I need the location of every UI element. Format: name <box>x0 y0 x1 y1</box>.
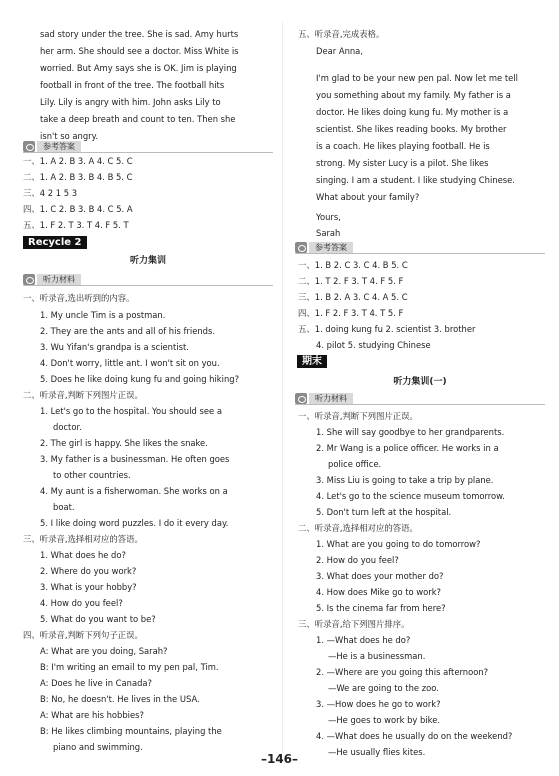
question-item: 1. What does he do? <box>40 550 126 560</box>
letter-line: doctor. He likes doing kung fu. My mother is a <box>316 107 509 117</box>
question-item: 3. What is your hobby? <box>40 582 137 592</box>
tag-rule <box>23 152 273 153</box>
answer-line: 三、4 2 1 5 3 <box>23 188 78 198</box>
question-heading: 二、听录音,判断下列图片正误。 <box>23 390 143 400</box>
question-heading: 一、听录音,判断下列图片正误。 <box>298 411 418 421</box>
dialogue-line: B: I'm writing an email to my pen pal, Tim. <box>40 662 219 672</box>
letter-line: is a coach. He likes playing football. He is <box>316 141 490 151</box>
material-tag <box>23 274 81 285</box>
section-title: 听力集训 <box>129 256 166 266</box>
dialogue-line: —We are going to the zoo. <box>328 683 439 693</box>
question-line: 1. She will say goodbye to her grandparents. <box>316 427 505 437</box>
question-item: 4. Don't worry, little ant. I won't sit on you. <box>40 358 220 368</box>
story-line: football in front of the tree. The football hits <box>40 80 225 90</box>
question-heading: 二、听录音,选择相对应的答语。 <box>298 523 418 533</box>
answer-line: 二、1. T 2. F 3. T 4. F 5. F <box>298 276 404 286</box>
question-line: 3. My father is a businessman. He often goes <box>40 454 230 464</box>
unit-label: 期末 <box>297 355 327 368</box>
tag-rule <box>23 285 273 286</box>
answer-line: 四、1. F 2. F 3. T 4. T 5. F <box>298 308 404 318</box>
question-line: 1. Let's go to the hospital. You should see a <box>40 406 222 416</box>
dialogue-line: —He usually flies kites. <box>328 747 426 757</box>
unit-label: Recycle 2 <box>23 236 87 249</box>
material-label: 听力材料 <box>309 393 353 404</box>
question-line: 5. Don't turn left at the hospital. <box>316 507 452 517</box>
dialogue-line: A: Does he live in Canada? <box>40 678 152 688</box>
question-item: 2. Where do you work? <box>40 566 137 576</box>
question-line: 2. The girl is happy. She likes the snake. <box>40 438 208 448</box>
section-title: 听力集训(一) <box>393 377 447 387</box>
letter-line: singing. I am a student. I like studying Chinese. <box>316 175 515 185</box>
headphones-icon <box>23 274 35 285</box>
question-line: 4. Let's go to the science museum tomorrow. <box>316 491 505 501</box>
story-line: take a deep breath and count to ten. Then she <box>40 114 236 124</box>
question-line: to other countries. <box>53 470 131 480</box>
dialogue-line: B: He likes climbing mountains, playing the <box>40 726 222 736</box>
answer-line: 一、1. A 2. B 3. A 4. C 5. C <box>23 156 133 166</box>
question-heading: 五、听录音,完成表格。 <box>298 29 385 39</box>
answer-line: 五、1. doing kung fu 2. scientist 3. brother <box>298 324 476 334</box>
letter-closing: Yours, <box>316 212 341 222</box>
answer-line: 五、1. F 2. T 3. T 4. F 5. T <box>23 220 129 230</box>
question-line: 4. My aunt is a fisherwoman. She works on a <box>40 486 228 496</box>
answer-line: 四、1. C 2. B 3. B 4. C 5. A <box>23 204 133 214</box>
letter-line: strong. My sister Lucy is a pilot. She likes <box>316 158 489 168</box>
question-line: 5. I like doing word puzzles. I do it every day. <box>40 518 229 528</box>
material-tag <box>295 393 353 404</box>
letter-salutation: Dear Anna, <box>316 46 363 56</box>
dialogue-line: 2. —Where are you going this afternoon? <box>316 667 489 677</box>
answer-line: 三、1. B 2. A 3. C 4. A 5. C <box>298 292 408 302</box>
story-line: Lily. Lily is angry with him. John asks Lily to <box>40 97 221 107</box>
material-label: 听力材料 <box>37 274 81 285</box>
question-item: 1. My uncle Tim is a postman. <box>40 310 166 320</box>
dialogue-line: A: What are his hobbies? <box>40 710 144 720</box>
column-divider <box>282 22 283 752</box>
answers-label: 参考答案 <box>309 242 353 253</box>
question-item: 1. What are you going to do tomorrow? <box>316 539 481 549</box>
question-item: 3. Wu Yifan's grandpa is a scientist. <box>40 342 189 352</box>
dialogue-line: B: No, he doesn't. He lives in the USA. <box>40 694 200 704</box>
answers-label: 参考答案 <box>37 141 81 152</box>
story-line: her arm. She should see a doctor. Miss White is <box>40 46 239 56</box>
story-line: isn't so angry. <box>40 131 99 141</box>
letter-line: scientist. She likes reading books. My brother <box>316 124 507 134</box>
answer-line: 4. pilot 5. studying Chinese <box>316 340 431 350</box>
headphones-icon <box>295 393 307 404</box>
story-line: sad story under the tree. She is sad. Amy hurts <box>40 29 239 39</box>
letter-line: I'm glad to be your new pen pal. Now let me tell <box>316 73 518 83</box>
question-line: boat. <box>53 502 75 512</box>
question-line: 3. Miss Liu is going to take a trip by plane. <box>316 475 494 485</box>
question-heading: 三、听录音,选择相对应的答语。 <box>23 534 143 544</box>
question-item: 5. What do you want to be? <box>40 614 156 624</box>
question-heading: 三、听录音,给下列图片排序。 <box>298 619 410 629</box>
dialogue-line: —He is a businessman. <box>328 651 426 661</box>
question-item: 5. Does he like doing kung fu and going hiking? <box>40 374 240 384</box>
answer-line: 二、1. A 2. B 3. B 4. B 5. C <box>23 172 133 182</box>
dialogue-line: A: What are you doing, Sarah? <box>40 646 168 656</box>
tag-rule <box>295 253 545 254</box>
question-item: 2. They are the ants and all of his friends. <box>40 326 215 336</box>
question-item: 3. What does your mother do? <box>316 571 444 581</box>
question-item: 2. How do you feel? <box>316 555 399 565</box>
dialogue-line: 3. —How does he go to work? <box>316 699 441 709</box>
answers-tag <box>23 141 81 152</box>
letter-line: you something about my family. My father is a <box>316 90 511 100</box>
dialogue-line: 4. —What does he usually do on the weekend? <box>316 731 513 741</box>
answer-key-icon <box>295 242 307 253</box>
question-line: 2. Mr Wang is a police officer. He works in a <box>316 443 499 453</box>
letter-line: What about your family? <box>316 192 420 202</box>
question-item: 5. Is the cinema far from here? <box>316 603 446 613</box>
question-heading: 四、听录音,判断下列句子正误。 <box>23 630 143 640</box>
page-number: –146– <box>260 752 299 766</box>
answer-line: 一、1. B 2. C 3. C 4. B 5. C <box>298 260 408 270</box>
dialogue-line: piano and swimming. <box>53 742 143 752</box>
answer-key-icon <box>23 141 35 152</box>
answers-tag <box>295 242 353 253</box>
story-line: worried. But Amy says she is OK. Jim is playing <box>40 63 237 73</box>
question-item: 4. How does Mike go to work? <box>316 587 442 597</box>
question-item: 4. How do you feel? <box>40 598 123 608</box>
question-heading: 一、听录音,选出听到的内容。 <box>23 293 135 303</box>
letter-signature: Sarah <box>316 228 341 238</box>
question-line: doctor. <box>53 422 82 432</box>
tag-rule <box>295 404 545 405</box>
dialogue-line: 1. —What does he do? <box>316 635 411 645</box>
dialogue-line: —He goes to work by bike. <box>328 715 441 725</box>
question-line: police office. <box>328 459 382 469</box>
